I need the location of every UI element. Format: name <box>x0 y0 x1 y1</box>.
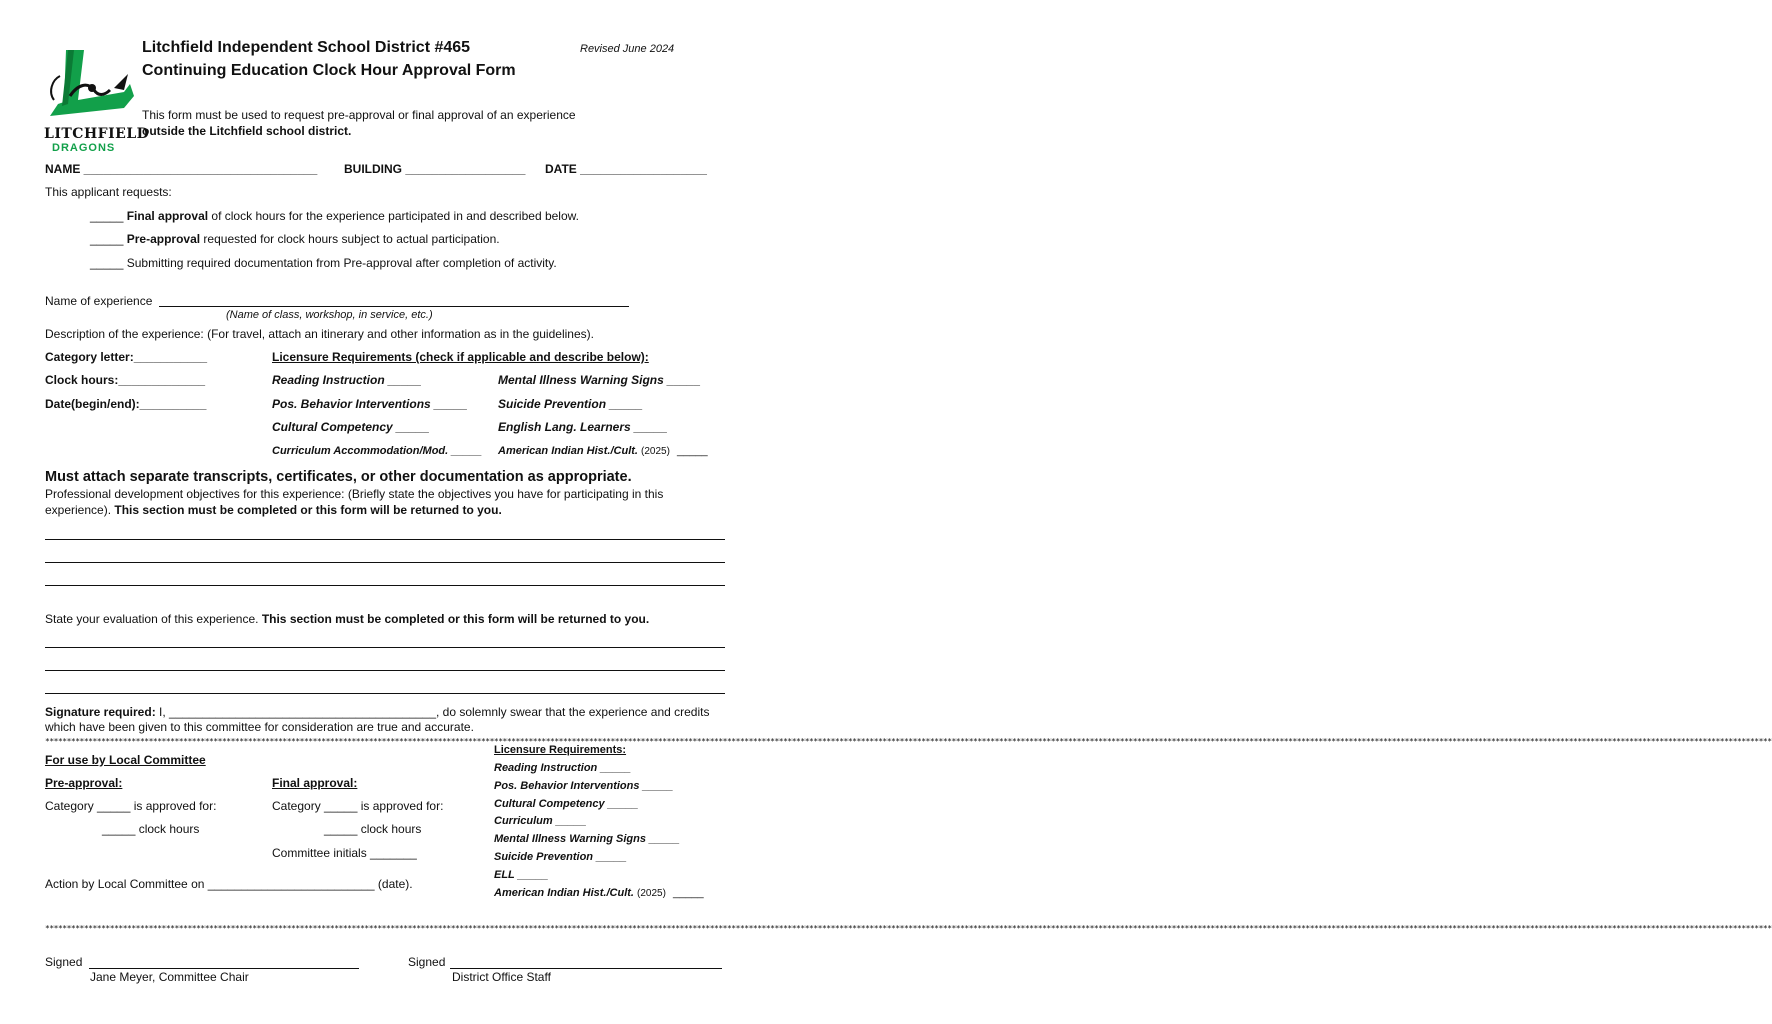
request-blank: _____ <box>90 209 124 223</box>
lic-cultural[interactable]: Cultural Competency _____ <box>272 420 430 434</box>
request-blank: _____ <box>90 256 124 270</box>
request-blank: _____ <box>90 232 124 246</box>
signed-staff-line[interactable] <box>450 968 722 969</box>
committee-lic-ell[interactable]: ELL _____ <box>494 869 549 881</box>
evaluation-line[interactable] <box>45 693 725 694</box>
lic-aihc-blank: _____ <box>677 445 708 457</box>
objectives-prompt: Professional development objectives for this experience: (Briefly state the objectives you have for participating in this <box>45 487 664 501</box>
lic-curriculum[interactable]: Curriculum Accommodation/Mod. _____ <box>272 445 482 457</box>
committee-lic-pos-behavior[interactable]: Pos. Behavior Interventions _____ <box>494 780 674 792</box>
final-category-field[interactable]: Category _____ is approved for: <box>272 799 444 813</box>
clock-hours-field[interactable]: Clock hours:_____________ <box>45 373 206 387</box>
committee-lic-cultural[interactable]: Cultural Competency _____ <box>494 798 639 810</box>
lic-aihc-label: American Indian Hist./Cult. <box>498 445 638 457</box>
lic-mental-illness[interactable]: Mental Illness Warning Signs _____ <box>498 373 701 387</box>
evaluation-line[interactable] <box>45 670 725 671</box>
committee-lic-reading[interactable]: Reading Instruction _____ <box>494 762 631 774</box>
lic-suicide[interactable]: Suicide Prevention _____ <box>498 397 643 411</box>
intro-text-bold: outside the Litchfield school district. <box>142 124 352 138</box>
committee-lic-heading: Licensure Requirements: <box>494 744 627 756</box>
date-field[interactable]: DATE ___________________ <box>545 162 707 176</box>
objectives-line[interactable] <box>45 562 725 563</box>
name-field[interactable]: NAME ___________________________________ <box>45 162 318 176</box>
request-label: of clock hours for the experience participated in and described below. <box>211 209 579 223</box>
experience-name-hint: (Name of class, workshop, in service, etc.) <box>226 309 433 321</box>
lic-ell[interactable]: English Lang. Learners _____ <box>498 420 668 434</box>
category-letter-field[interactable]: Category letter:___________ <box>45 350 208 364</box>
experience-name-label: Name of experience <box>45 294 153 308</box>
committee-lic-aihc[interactable] <box>494 887 704 899</box>
revised-date: Revised June 2024 <box>580 43 675 55</box>
licensure-heading: Licensure Requirements (check if applicable and describe below): <box>272 350 649 364</box>
objectives-text: experience). <box>45 503 112 517</box>
committee-lic-aihc-label: American Indian Hist./Cult. <box>494 887 634 899</box>
lic-pos-behavior[interactable]: Pos. Behavior Interventions _____ <box>272 397 468 411</box>
request-label: Submitting required documentation from Pre-approval after completion of activity. <box>126 256 557 270</box>
request-submit-docs[interactable] <box>90 256 557 270</box>
objectives-line[interactable] <box>45 539 725 540</box>
dragon-logo-icon <box>44 44 136 124</box>
committee-lic-mental[interactable]: Mental Illness Warning Signs _____ <box>494 833 680 845</box>
separator-stars: **************************************************************************************************************************************************************************************************************************************************************************************************************************************************************************************************************** <box>45 737 1772 746</box>
committee-initials-field[interactable]: Committee initials _______ <box>272 846 417 860</box>
lic-reading[interactable]: Reading Instruction _____ <box>272 373 422 387</box>
signed-chair-name: Jane Meyer, Committee Chair <box>90 970 249 984</box>
request-final-approval[interactable] <box>90 209 579 223</box>
signature-text: I, ________________________________________, do solemnly swear that the experience and credits <box>159 705 710 719</box>
committee-action-date[interactable]: Action by Local Committee on _________________________ (date). <box>45 877 413 891</box>
pre-category-field[interactable]: Category _____ is approved for: <box>45 799 217 813</box>
objectives-prompt-line2 <box>45 503 502 517</box>
request-pre-approval[interactable] <box>90 232 500 246</box>
pre-approval-heading: Pre-approval: <box>45 776 123 790</box>
final-approval-heading: Final approval: <box>272 776 358 790</box>
evaluation-prompt <box>45 612 649 626</box>
evaluation-required: This section must be completed or this form will be returned to you. <box>261 612 650 626</box>
logo-text-dragons: DRAGONS <box>52 142 116 154</box>
evaluation-text: State your evaluation of this experience. <box>45 612 259 626</box>
dates-field[interactable]: Date(begin/end):__________ <box>45 397 207 411</box>
committee-heading: For use by Local Committee <box>45 753 206 767</box>
evaluation-line[interactable] <box>45 647 725 648</box>
final-clock-hours-field[interactable]: _____ clock hours <box>324 822 422 836</box>
request-label: requested for clock hours subject to actual participation. <box>203 232 500 246</box>
committee-lic-aihc-blank: _____ <box>673 887 704 899</box>
form-title-district: Litchfield Independent School District #465 <box>142 39 471 56</box>
pre-clock-hours-field[interactable]: _____ clock hours <box>102 822 200 836</box>
logo-text-litchfield: LITCHFIELD <box>44 126 150 142</box>
lic-aihc-year: (2025) <box>641 446 670 457</box>
signed-chair-label: Signed <box>45 955 83 969</box>
separator-stars: **************************************************************************************************************************************************************************************************************************************************************************************************************************************************************************************************************** <box>45 924 1772 933</box>
district-logo <box>44 44 150 156</box>
intro-text: This form must be used to request pre-approval or final approval of an experience <box>142 108 576 122</box>
request-label-bold: Pre-approval <box>126 232 201 246</box>
signature-text-line2: which have been given to this committee for consideration are true and accurate. <box>45 720 474 734</box>
request-label-bold: Final approval <box>126 209 209 223</box>
signature-statement[interactable] <box>45 705 709 719</box>
building-field[interactable]: BUILDING __________________ <box>344 162 526 176</box>
committee-lic-aihc-year: (2025) <box>637 888 666 899</box>
signed-staff-name: District Office Staff <box>452 970 551 984</box>
requests-heading: This applicant requests: <box>45 185 172 199</box>
objectives-line[interactable] <box>45 585 725 586</box>
signed-chair-line[interactable] <box>89 968 359 969</box>
committee-lic-curriculum[interactable]: Curriculum _____ <box>494 815 587 827</box>
objectives-required: This section must be completed or this form will be returned to you. <box>114 503 502 517</box>
signature-label: Signature required: <box>45 705 156 719</box>
signed-staff-label: Signed <box>408 955 446 969</box>
experience-name-line[interactable] <box>159 306 629 307</box>
experience-description: Description of the experience: (For travel, attach an itinerary and other information as in the guidelines). <box>45 327 594 341</box>
committee-lic-suicide[interactable]: Suicide Prevention _____ <box>494 851 627 863</box>
attach-notice: Must attach separate transcripts, certificates, or other documentation as appropriate. <box>45 469 632 485</box>
form-title-name: Continuing Education Clock Hour Approval Form <box>142 62 516 79</box>
lic-aihc[interactable] <box>498 445 708 457</box>
